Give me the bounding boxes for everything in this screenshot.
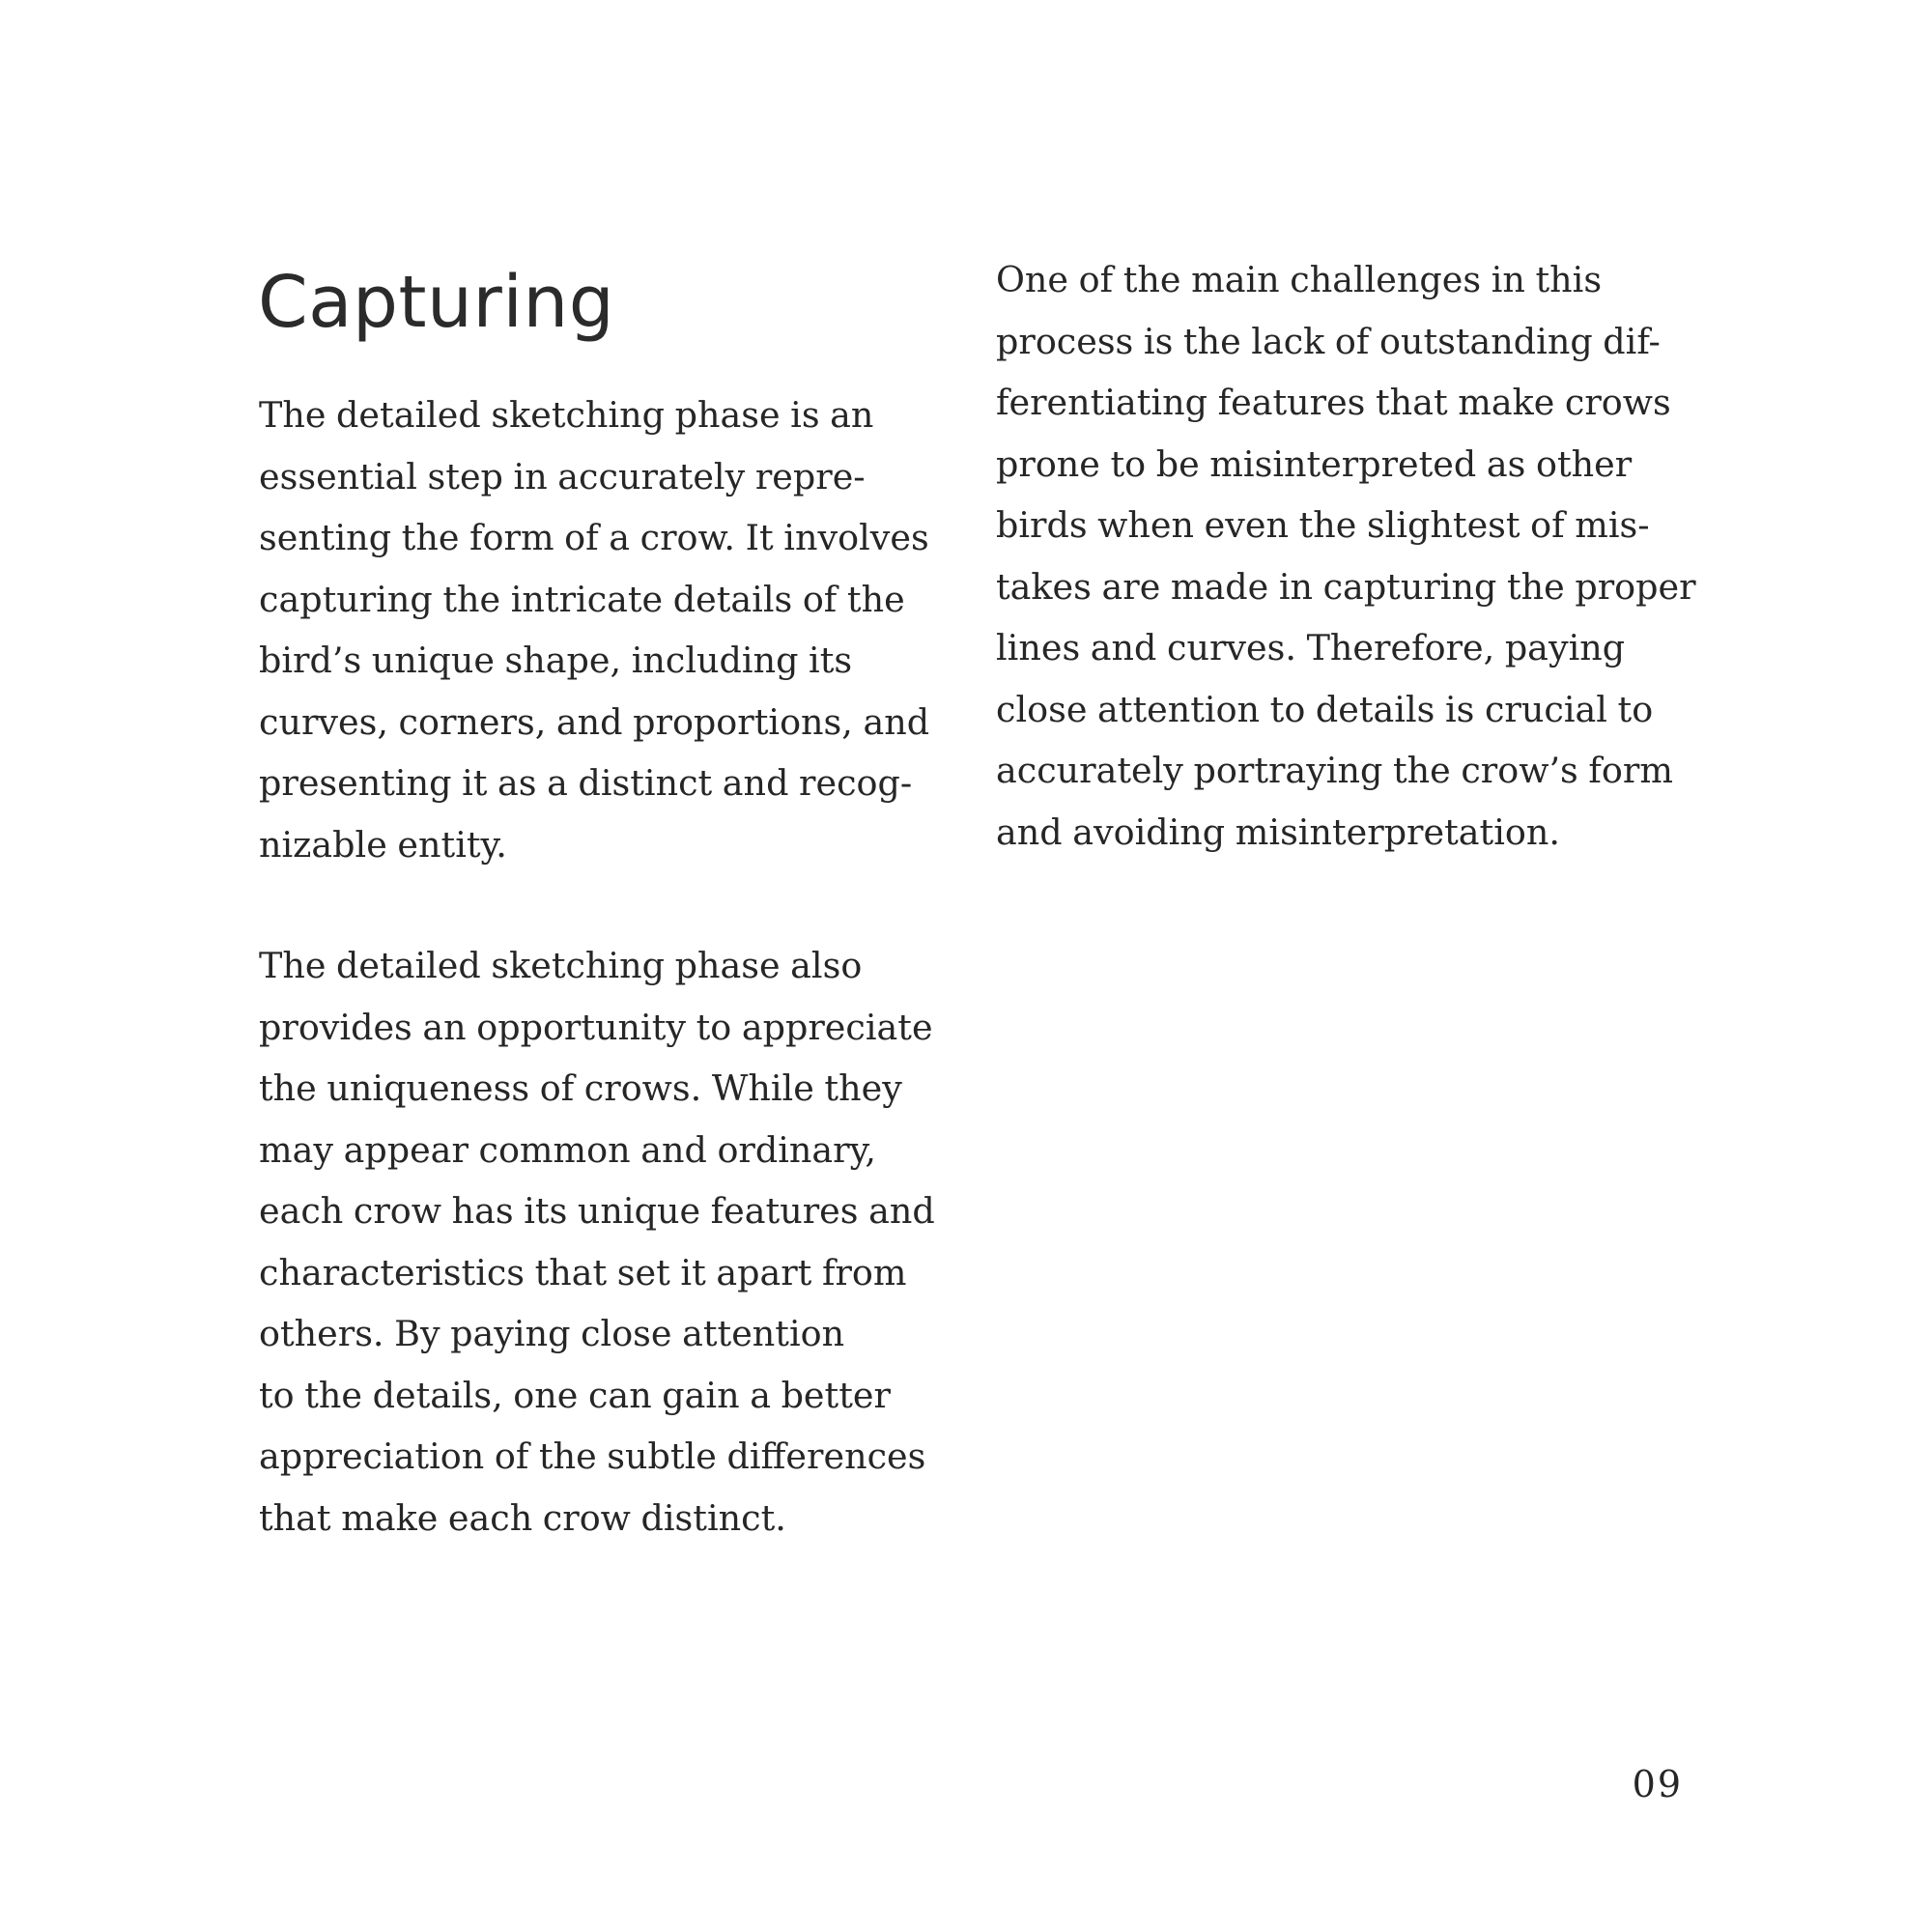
left-column-paragraph-1: [259, 384, 954, 875]
text-line: curves, corners, and proportions, and: [259, 700, 930, 743]
text-line: ferentiating features that make crows: [996, 382, 1671, 423]
text-line: senting the form of a crow. It involves: [259, 517, 929, 558]
page-title: Capturing: [258, 261, 615, 344]
text-line: that make each crow distinct.: [259, 1496, 786, 1539]
text-line: accurately portraying the crow’s form: [996, 750, 1673, 791]
text-line: appreciation of the subtle differences: [259, 1435, 926, 1477]
paragraph: [259, 384, 954, 875]
right-column-paragraph-1: [996, 249, 1711, 863]
text-line: nizable entity.: [259, 823, 507, 866]
text-line: One of the main challenges in this: [996, 259, 1603, 300]
text-line: essential step in accurately repre-: [259, 455, 866, 497]
text-line: lines and curves. Therefore, paying: [996, 627, 1626, 668]
text-line: The detailed sketching phase is an: [259, 394, 874, 436]
text-line: birds when even the slightest of mis-: [996, 504, 1650, 546]
text-line: bird’s unique shape, including its: [259, 639, 853, 681]
text-line: provides an opportunity to appreciate: [259, 1006, 933, 1048]
text-line: close attention to details is crucial to: [996, 688, 1654, 730]
text-line: and avoiding misinterpretation.: [996, 810, 1560, 853]
page-number: 09: [1632, 1763, 1683, 1805]
text-line: The detailed sketching phase also: [259, 945, 863, 986]
left-column-paragraph-2: [259, 935, 954, 1548]
text-line: presenting it as a distinct and recog-: [259, 762, 913, 804]
text-line: process is the lack of outstanding dif-: [996, 320, 1661, 362]
text-line: may appear common and ordinary,: [259, 1128, 877, 1171]
text-line: capturing the intricate details of the: [259, 578, 905, 620]
text-line: each crow has its unique features and: [259, 1190, 935, 1232]
text-line: to the details, one can gain a better: [259, 1374, 891, 1416]
text-line: others. By paying close attention: [259, 1313, 845, 1354]
text-line: characteristics that set it apart from: [259, 1251, 907, 1293]
paragraph: [259, 935, 954, 1548]
text-line: prone to be misinterpreted as other: [996, 442, 1633, 485]
text-line: the uniqueness of crows. While they: [259, 1067, 902, 1109]
paragraph: [996, 249, 1711, 863]
text-line: takes are made in capturing the proper: [996, 565, 1696, 608]
